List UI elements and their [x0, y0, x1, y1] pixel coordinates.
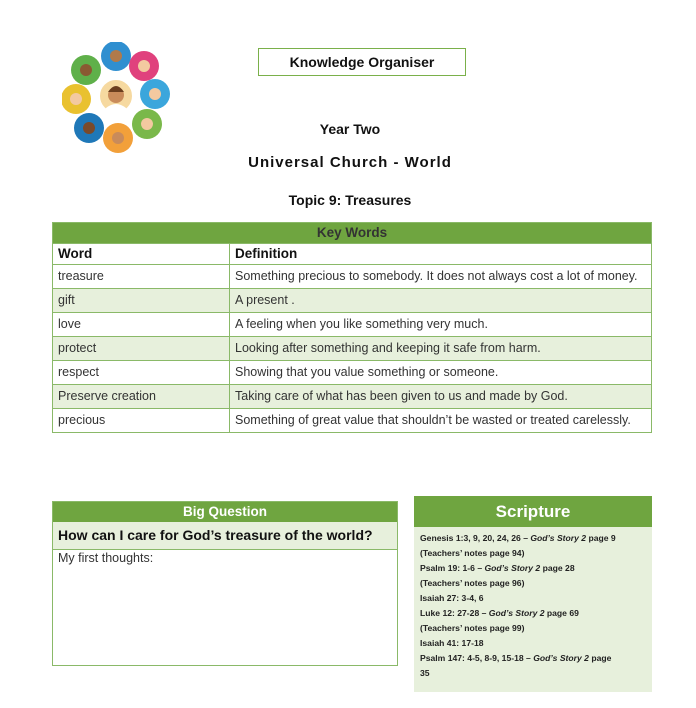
scripture-line: 35: [420, 668, 430, 678]
scripture-list: [414, 527, 652, 685]
scripture-line: Psalm 147: 4-5, 8-9, 15-18 – God’s Story 2 page: [420, 653, 612, 663]
year-heading: Year Two: [319, 121, 381, 137]
scripture-line: (Teachers’ notes page 96): [420, 578, 525, 588]
key-words-table: [52, 222, 652, 433]
flower-logo-icon: [62, 42, 170, 154]
definition-cell: Showing that you value something or someone.: [230, 361, 652, 385]
definition-cell: A present .: [230, 289, 652, 313]
table-row: [53, 313, 652, 337]
table-row: [53, 361, 652, 385]
key-words-heading: Key Words: [53, 223, 652, 244]
scripture-line: Genesis 1:3, 9, 20, 24, 26 – God’s Story 2 page 9: [420, 533, 616, 543]
table-row: [53, 409, 652, 433]
word-cell: gift: [53, 289, 230, 313]
big-question-box: [52, 501, 398, 666]
word-cell: Preserve creation: [53, 385, 230, 409]
theme-heading: Universal Church - World: [248, 154, 452, 171]
scripture-line: Isaiah 27: 3-4, 6: [420, 593, 484, 603]
definition-cell: Something precious to somebody. It does not always cost a lot of money.: [230, 265, 652, 289]
definition-cell: Looking after something and keeping it safe from harm.: [230, 337, 652, 361]
definition-column-header: Definition: [230, 244, 652, 265]
word-cell: precious: [53, 409, 230, 433]
table-row: [53, 289, 652, 313]
big-question-text: How can I care for God’s treasure of the world?: [53, 522, 397, 550]
big-question-heading: Big Question: [53, 502, 397, 522]
scripture-line: Psalm 19: 1-6 – God’s Story 2 page 28: [420, 563, 575, 573]
definition-cell: A feeling when you like something very much.: [230, 313, 652, 337]
scripture-line: (Teachers’ notes page 94): [420, 548, 525, 558]
word-cell: respect: [53, 361, 230, 385]
table-row: [53, 385, 652, 409]
table-row: [53, 337, 652, 361]
key-words-column-header: [53, 244, 652, 265]
topic-heading: Topic 9: Treasures: [288, 192, 412, 208]
definition-cell: Something of great value that shouldn’t be wasted or treated carelessly.: [230, 409, 652, 433]
table-row: [53, 265, 652, 289]
document-title: Knowledge Organiser: [258, 48, 466, 76]
scripture-heading: Scripture: [414, 496, 652, 527]
scripture-line: (Teachers’ notes page 99): [420, 623, 525, 633]
word-cell: protect: [53, 337, 230, 361]
scripture-box: [414, 496, 652, 692]
scripture-line: Luke 12: 27-28 – God’s Story 2 page 69: [420, 608, 579, 618]
word-column-header: Word: [53, 244, 230, 265]
first-thoughts-label: My first thoughts:: [58, 551, 154, 565]
word-cell: love: [53, 313, 230, 337]
definition-cell: Taking care of what has been given to us and made by God.: [230, 385, 652, 409]
word-cell: treasure: [53, 265, 230, 289]
scripture-line: Isaiah 41: 17-18: [420, 638, 484, 648]
